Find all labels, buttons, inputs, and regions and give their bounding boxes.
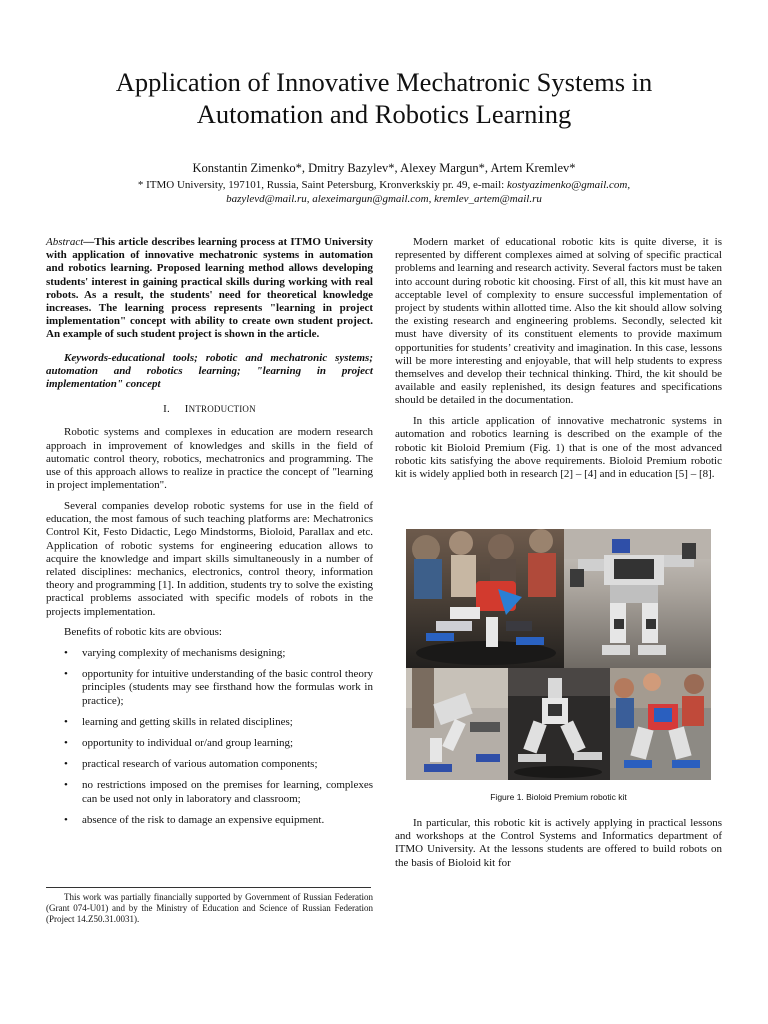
authors: Konstantin Zimenko*, Dmitry Bazylev*, Alexey Margun*, Artem Kremlev* (192, 161, 576, 175)
list-item (46, 814, 373, 827)
list-item-text: absence of the risk to damage an expensive equipment. (82, 813, 325, 826)
affiliation (40, 178, 728, 206)
abstract-text: —This article describes learning process at ITMO University with application of innovative mechatronic systems in automation and robotics learning. Proposed learning method allows developing students' interest in gaining practical skills during working with real robots. As a result, the students' need for theoretical knowledge increases. The learning process represents "learning in project implementation" concept with ability to create own student project. An example of such student project is shown in the article. (46, 236, 373, 341)
intro-paragraph-3: Benefits of robotic kits are obvious: (64, 626, 222, 639)
list-item (46, 716, 373, 729)
right-paragraph-2: In this article application of innovative mechatronic systems in automation and robotics learning is described on the example of the robotic kit Bioloid Premium (Fig. 1) that is one of the most advanced robotic kits satisfying the above requirements. Bioloid Premium robotic kit is widely applied both in research [2] – [4] and in education [5] – [8]. (395, 415, 722, 480)
title-line-2: Automation and Robotics Learning (196, 99, 572, 129)
affiliation-text: * ITMO University, 197101, Russia, Saint Petersburg, Kronverkskiy pr. 49, e-mail: (137, 179, 507, 191)
footnote-text: This work was partially financially supported by Government of Russian Federation (Grant 074-U01) and by the Ministry of Education and Science of Russian Federation (Project 14.Z50.31.0031). (46, 892, 373, 924)
abstract-label: Abstract (46, 236, 84, 248)
list-item-text: opportunity for intuitive understanding of the basic control theory principles (students may see firsthand how the formulas work in practice); (82, 668, 373, 707)
photo-robot-standing (564, 529, 711, 668)
photo-robot-kick (406, 668, 508, 780)
photo-robot-handstand (508, 668, 610, 780)
list-item (46, 737, 373, 750)
bullet-icon: • (64, 813, 68, 826)
bullet-icon: • (64, 668, 68, 681)
bullet-icon: • (64, 758, 68, 771)
list-item (46, 758, 373, 771)
list-item-text: practical research of various automation components; (82, 758, 318, 771)
paper-title (40, 66, 728, 130)
title-line-1: Application of Innovative Mechatronic Systems in (115, 67, 653, 97)
list-item-text: no restrictions imposed on the premises for learning, complexes can be used not only in laboratory and classroom; (82, 779, 373, 805)
right-paragraph-3: In particular, this robotic kit is actively applying in practical lessons and workshops at the Control Systems and Informatics department of ITMO University. At the lessons students are offered to build robots on the basis of Bioloid kit for (395, 817, 722, 869)
list-item-text: varying complexity of mechanisms designing; (82, 646, 286, 659)
photo-robot-red (610, 668, 711, 780)
intro-paragraph-2: Several companies develop robotic systems for use in the field of education, the most famous of such teaching platforms are: Mechatronics Control Kit, Festo Didactic, Lego Mindstorms, Bioloid, Parallax and etc. Application of robotic systems for engineering education allows to acquire the knowledge and impart skills simultaneously in a number of related disciplines: mechanics, electronics, control theory, information theory and programming [1]. In addition, students try to solve the existing practical problems associated with specific models of robots in the projects implementation. (46, 499, 373, 618)
photo-robot-crouching (406, 529, 564, 668)
list-item (46, 779, 373, 805)
abstract (46, 236, 373, 342)
section-heading (46, 403, 373, 416)
section-title: NTRODUCTION (188, 404, 256, 415)
list-item-text: learning and getting skills in related disciplines; (82, 715, 293, 728)
right-paragraph-1: Modern market of educational robotic kits is quite diverse, it is represented by different complexes aimed at solving of specific practical problems and learning and research activity. Several factors must be taken into account during robotic kit choosing. First of all, this kit must have an acceptable level of complexity to ensure successful implementation of project by students within allotted time. Also the kit should allow solving the existing research and engineering problems. Secondly, selected kit must have diversity of its constituent elements to provide maximum opportunities for students’ creativity and imagination. In this case, lessons will be more interesting and enjoyable, that will help students to express themselves and develop their technical thinking. Third, the kit should be available and easily replenished, its design features and specifications should be detailed in the documentation. (395, 236, 722, 407)
intro-paragraph-1: Robotic systems and complexes in education are modern research approach in improvement of knowledges and skills in the field of automatic control theory, robotics, mechatronics and programming. The use of this approach allows to realize in practice the concept of "learning in project implementation". (46, 426, 373, 492)
keywords: Keywords-educational tools; robotic and mechatronic systems; automation and robotics learning; "learning in project implementation" concept (46, 351, 373, 391)
bullet-icon: • (64, 737, 68, 749)
figure-1-robot-photos (406, 529, 711, 780)
list-item (46, 668, 373, 708)
bullet-icon: • (64, 779, 68, 792)
right-column-continued (395, 817, 722, 870)
footnote (46, 892, 373, 925)
section-number: I. (163, 403, 170, 416)
affiliation-email: kostyazimenko@gmail.com, (506, 179, 631, 191)
benefits-list (46, 647, 373, 827)
footnote-divider (46, 887, 371, 888)
left-column (46, 236, 373, 835)
figure-caption: Figure 1. Bioloid Premium robotic kit (490, 792, 627, 802)
bullet-icon: • (64, 646, 68, 659)
list-item-text: opportunity to individual or/and group learning; (82, 737, 294, 749)
affiliation-emails: bazylevd@mail.ru, alexeimargun@gmail.com, kremlev_artem@mail.ru (226, 193, 542, 205)
right-column (395, 236, 722, 489)
section-first-letter: I (184, 403, 189, 416)
bullet-icon: • (64, 715, 68, 728)
list-item (46, 647, 373, 660)
